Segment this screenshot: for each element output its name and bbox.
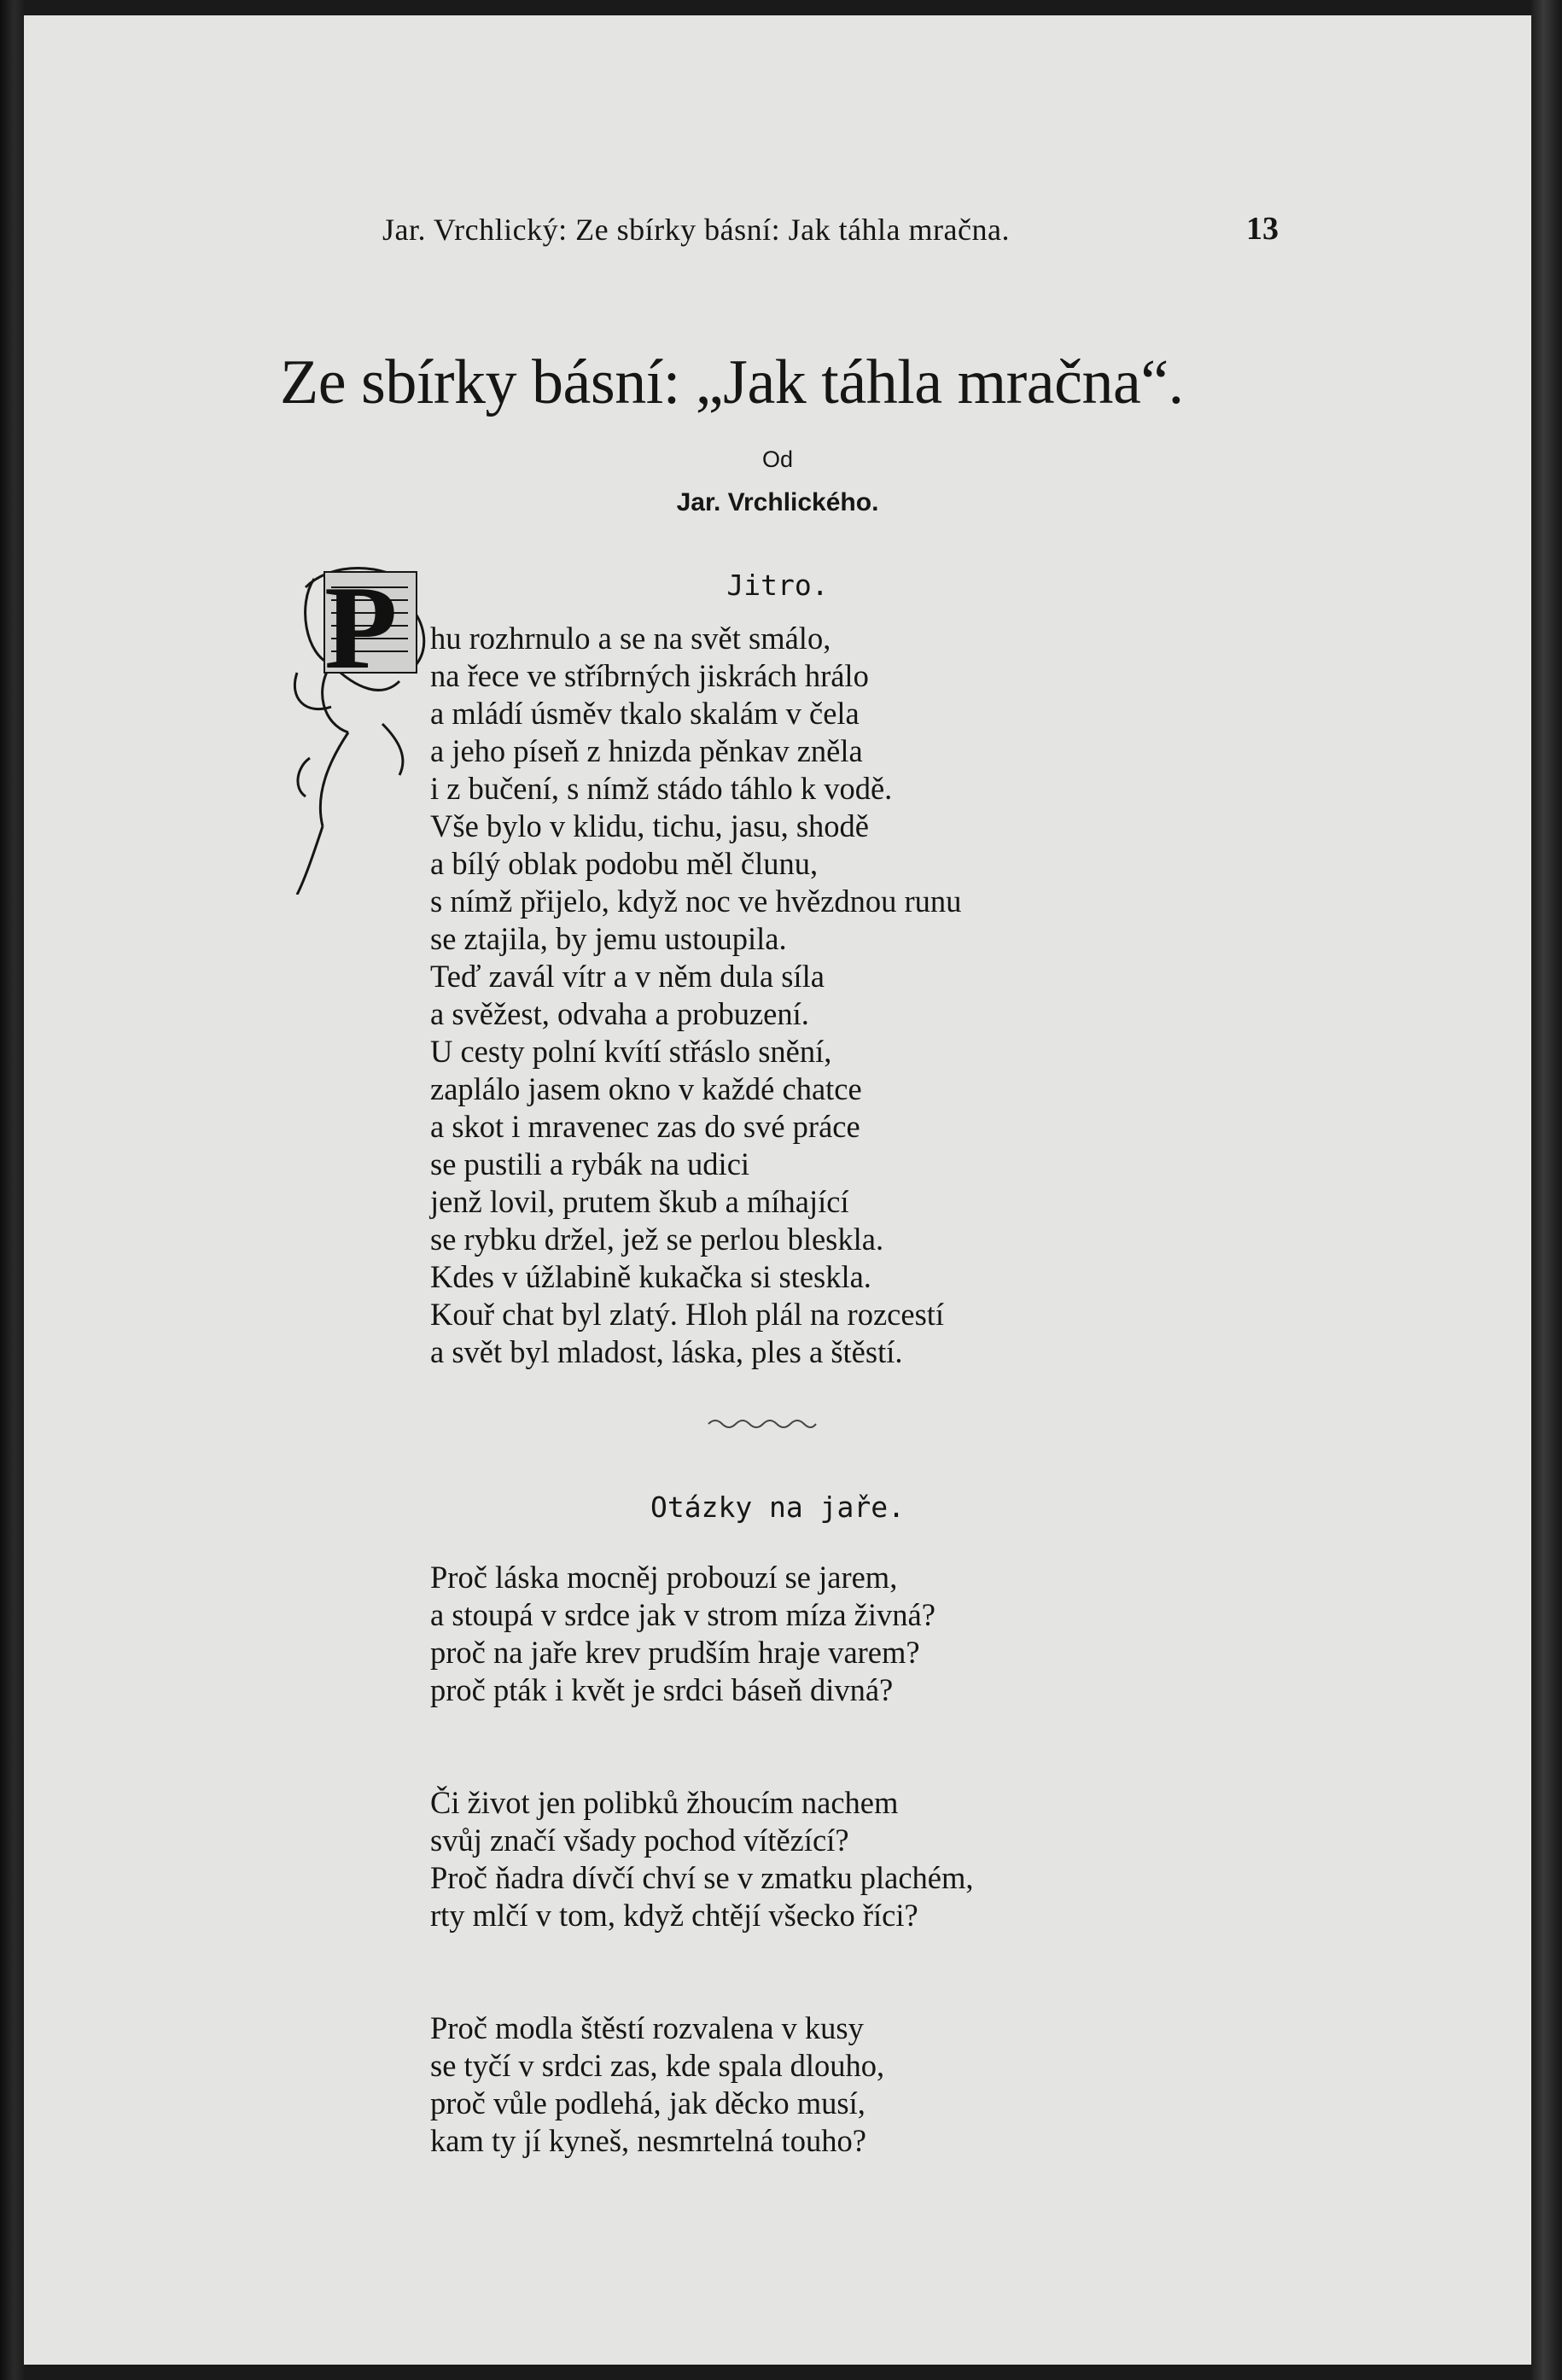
poem1-line: Kouř chat byl zlatý. Hloh plál na rozcestí (430, 1297, 945, 1332)
initial-letter: P (324, 562, 398, 694)
section-divider-icon (707, 1415, 818, 1432)
poem1-line: a bílý oblak podobu měl člunu, (430, 846, 819, 881)
poem1-line: Kdes v úžlabině kukačka si steskla. (430, 1259, 871, 1294)
poem1-title: Jitro. (726, 569, 829, 602)
poem2-line: a stoupá v srdce jak v strom míza živná? (430, 1597, 935, 1632)
poem1-line: a skot i mravenec zas do své práce (430, 1109, 860, 1144)
poem1-body (430, 620, 961, 1371)
poem1-first-line: hu rozhrnulo a se na svět smálo, (430, 621, 831, 656)
poem1-line: se ztajila, by jemu ustoupila. (430, 921, 787, 956)
poem1-line: s nímž přijelo, když noc ve hvězdnou runu (430, 884, 962, 919)
poem2-title: Otázky na jaře. (650, 1490, 905, 1524)
by-line: Od (761, 446, 794, 472)
poem1-line: zaplálo jasem okno v každé chatce (430, 1071, 862, 1106)
poem2-line: kam ty jí kyneš, nesmrtelná touho? (430, 2123, 866, 2158)
poem2-line: proč vůle podlehá, jak děcko musí, (430, 2085, 866, 2120)
poem1-line: se pustili a rybák na udici (430, 1146, 750, 1181)
page-title: Ze sbírky básní: „Jak táhla mračna“. (280, 347, 1184, 417)
poem1-line: a jeho píseň z hnizda pěnkav zněla (430, 733, 863, 768)
poem1-line: se rybku držel, jež se perlou bleskla. (430, 1222, 884, 1257)
poem1-line: a mládí úsměv tkalo skalám v čela (430, 696, 860, 731)
poem1-line: U cesty polní kvítí střáslo snění, (430, 1034, 832, 1069)
poem2-stanza (430, 2010, 974, 2160)
poem1-line: a svět byl mladost, láska, ples a štěstí. (430, 1334, 903, 1369)
poem1-line: a svěžest, odvaha a probuzení. (430, 996, 809, 1031)
poem2-line: proč na jaře krev prudším hraje varem? (430, 1635, 920, 1670)
poem2-line: Proč modla štěstí rozvalena v kusy (430, 2010, 864, 2045)
poem2-stanza (430, 1559, 974, 1709)
poem1-line: i z bučení, s nímž stádo táhlo k vodě. (430, 771, 893, 806)
poem2-line: proč pták i květ je srdci báseň divná? (430, 1672, 894, 1707)
book-page (24, 15, 1531, 2365)
book-spine-shadow (0, 0, 24, 2380)
poem1-line: jenž lovil, prutem škub a míhající (430, 1184, 849, 1219)
ornamental-initial (280, 553, 451, 895)
poem2-line: Proč ňadra dívčí chví se v zmatku plachém, (430, 1860, 974, 1895)
poem2-line: Či život jen polibků žhoucím nachem (430, 1785, 899, 1820)
page-edge-shadow (1531, 0, 1562, 2380)
poem1-line: na řece ve stříbrných jiskrách hrálo (430, 658, 869, 693)
poem2-line: Proč láska mocněj probouzí se jarem, (430, 1560, 898, 1595)
poem2-line: rty mlčí v tom, když chtějí všecko říci? (430, 1898, 918, 1933)
poem2-body (430, 1559, 974, 2235)
poem1-line: Vše bylo v klidu, tichu, jasu, shodě (430, 808, 869, 843)
page-number: 13 (1246, 211, 1279, 247)
poem2-stanza (430, 1784, 974, 1934)
poem2-line: se tyčí v srdci zas, kde spala dlouho, (430, 2048, 885, 2083)
running-head: Jar. Vrchlický: Ze sbírky básní: Jak táhla mračna. (382, 213, 1010, 247)
poem2-line: svůj značí všady pochod vítězící? (430, 1823, 849, 1858)
poem1-line: Teď zavál vítr a v něm dula síla (430, 959, 825, 994)
author-name: Jar. Vrchlického. (676, 488, 879, 516)
